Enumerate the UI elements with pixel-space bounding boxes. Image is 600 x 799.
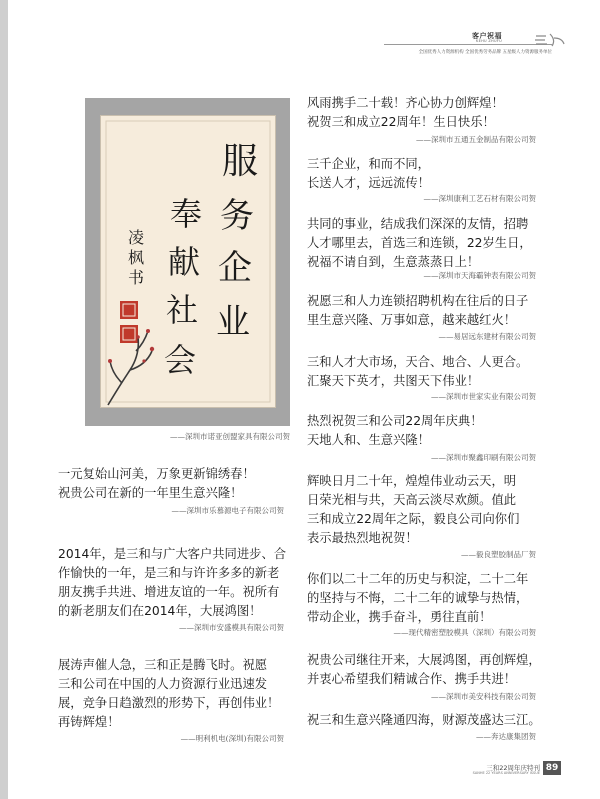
message-line: 的新老朋友们在2014年，大展鸿图！ [58, 604, 262, 618]
message-line: 祝三和生意兴隆通四海，财源茂盛达三江。 [307, 713, 541, 727]
calligraphy-picture [100, 115, 276, 408]
message-line: 带动企业，携手奋斗，勇往直前！ [307, 610, 492, 624]
credit-ansheng: ——深圳市安盛模具有限公司贺 [179, 623, 284, 632]
message-line: 展涛声催人急，三和正是腾飞时。祝愿 [58, 658, 268, 672]
message-meian [307, 651, 541, 689]
message-lemuyuan [58, 465, 255, 503]
message-line: 三千企业，和而不同， [307, 157, 430, 171]
calligraphy-line2-char4: 会 [164, 341, 197, 379]
header-rule [384, 44, 552, 45]
credit-yijuyuandong: ——易居远东建材有限公司贺 [438, 332, 536, 341]
message-mingli [58, 656, 279, 732]
message-line: 作愉快的一年，是三和与许许多多的新老 [58, 566, 280, 580]
message-line: 人才哪里去，首选三和连锁，22岁生日， [307, 236, 532, 250]
credit-shijia: ——深圳市世家实业有限公司贺 [431, 392, 536, 401]
message-line: 再铸辉煌！ [58, 715, 120, 729]
credit-juxin: ——深圳市聚鑫印刷有限公司贺 [431, 453, 536, 462]
credit-wutong: ——深圳市五通五金制品有限公司贺 [416, 135, 536, 144]
message-line: 里生意兴隆、万事如意，越来越红火！ [307, 313, 517, 327]
message-line: 长送人才，远远流传！ [307, 176, 430, 190]
message-line: 汇聚天下英才，共图天下伟业！ [307, 374, 480, 388]
message-line: 祝福不请自到，生意蒸蒸日上！ [307, 255, 480, 269]
message-line: 一元复始山河美，万象更新锦绣春！ [58, 467, 255, 481]
header-title: 客户祝福 [472, 32, 502, 40]
calligraphy-signature-2: 枫 [128, 248, 145, 267]
footer-subtitle: SANHE 22 YEARS ANNIVERSARY ISSUE [472, 771, 540, 775]
message-line: 三和公司在中国的人力资源行业迅速发 [58, 677, 268, 691]
message-line: 祝贵公司继往开来，大展鸿图，再创辉煌， [307, 653, 541, 667]
calligraphy-signature-3: 书 [128, 268, 145, 287]
message-line: 三和人才大市场，天合、地合、人更合。 [307, 355, 529, 369]
message-ansheng [58, 545, 286, 621]
message-line: 祝愿三和人力连锁招聘机构在往后的日子 [307, 294, 529, 308]
calligraphy-line1-char3: 企 [218, 248, 252, 288]
message-benda [307, 711, 541, 730]
message-line: 风雨携手二十载！齐心协力创辉煌！ [307, 96, 504, 110]
message-line: 三和成立22周年之际，毅良公司向你们 [307, 512, 520, 526]
message-line: 朋友携手共进、增进友谊的一年。祝所有 [58, 585, 280, 599]
message-line: 的坚持与不悔，二十二年的诚挚与热情， [307, 591, 529, 605]
message-line: 天地人和、生意兴隆！ [307, 433, 430, 447]
message-line: 日荣光相与共，天高云淡尽欢颜。值此 [307, 493, 517, 507]
page-header [384, 30, 568, 66]
calligraphy-line1-char2: 务 [220, 196, 254, 236]
credit-yiliang: ——毅良塑胶制品厂贺 [461, 550, 536, 559]
page-edge [0, 0, 8, 799]
credit-benda: ——奔达康集团贺 [476, 732, 536, 741]
message-xiandai [307, 570, 528, 627]
header-subtitle: KEHU ZHUFU [476, 39, 502, 43]
calligraphy-line2-char1: 奉 [170, 195, 203, 233]
message-yiliang [307, 472, 519, 548]
message-line: 祝贺三和成立22周年！生日快乐！ [307, 115, 495, 129]
message-tianhaiba [307, 215, 532, 272]
message-line: 热烈祝贺三和公司22周年庆典！ [307, 414, 483, 428]
credit-tianhaiba: ——深圳市天海霸钟表有限公司贺 [423, 271, 536, 280]
message-line: 并衷心希望我们精诚合作、携手共进！ [307, 672, 517, 686]
credit-mingli: ——明利机电(深圳)有限公司贺 [180, 734, 284, 743]
calligraphy-line2-char3: 社 [166, 291, 199, 329]
credit-lemuyuan: ——深圳市乐慕源电子有限公司贺 [171, 506, 284, 515]
page-number: 89 [543, 761, 561, 775]
calligraphy-artwork [100, 115, 276, 408]
calligraphy-signature-1: 凌 [128, 228, 145, 247]
message-yijuyuandong [307, 292, 528, 330]
message-line: 表示最热烈地祝贺！ [307, 531, 418, 545]
page-footer [460, 763, 540, 775]
message-line: 2014年，是三和与广大客户共同进步、合 [58, 547, 287, 561]
message-juxin [307, 412, 483, 450]
message-kangli [307, 155, 430, 193]
credit-nuoya: ——深圳市诺亚创盟家具有限公司贺 [170, 432, 290, 441]
sanhe-logo-icon [532, 30, 568, 50]
header-taglines: 全国优秀人力资源机构 全国优秀劳务品牌 五星级人力资源服务单位 [418, 50, 552, 55]
credit-xiandai: ——现代精密塑胶模具（深圳）有限公司贺 [393, 628, 536, 637]
calligraphy-line1-char4: 业 [216, 302, 250, 342]
message-line: 展，竞争日趋激烈的形势下，再创伟业！ [58, 696, 280, 710]
message-line: 祝贵公司在新的一年里生意兴隆！ [58, 486, 243, 500]
message-wutong [307, 94, 504, 132]
message-line: 辉映日月二十年，煌煌伟业动云天，明 [307, 474, 517, 488]
credit-kangli: ——深圳康利工艺石材有限公司贺 [423, 194, 536, 203]
message-line: 共同的事业，结成我们深深的友情，招聘 [307, 217, 529, 231]
calligraphy-line1-char1: 服 [222, 141, 259, 182]
credit-meian: ——深圳市美安科技有限公司贺 [431, 692, 536, 701]
message-line: 你们以二十二年的历史与积淀，二十二年 [307, 572, 529, 586]
footer-title: 三和22周年庆特刊 [486, 764, 540, 772]
calligraphy-line2-char2: 献 [168, 243, 201, 281]
message-shijia [307, 353, 528, 391]
